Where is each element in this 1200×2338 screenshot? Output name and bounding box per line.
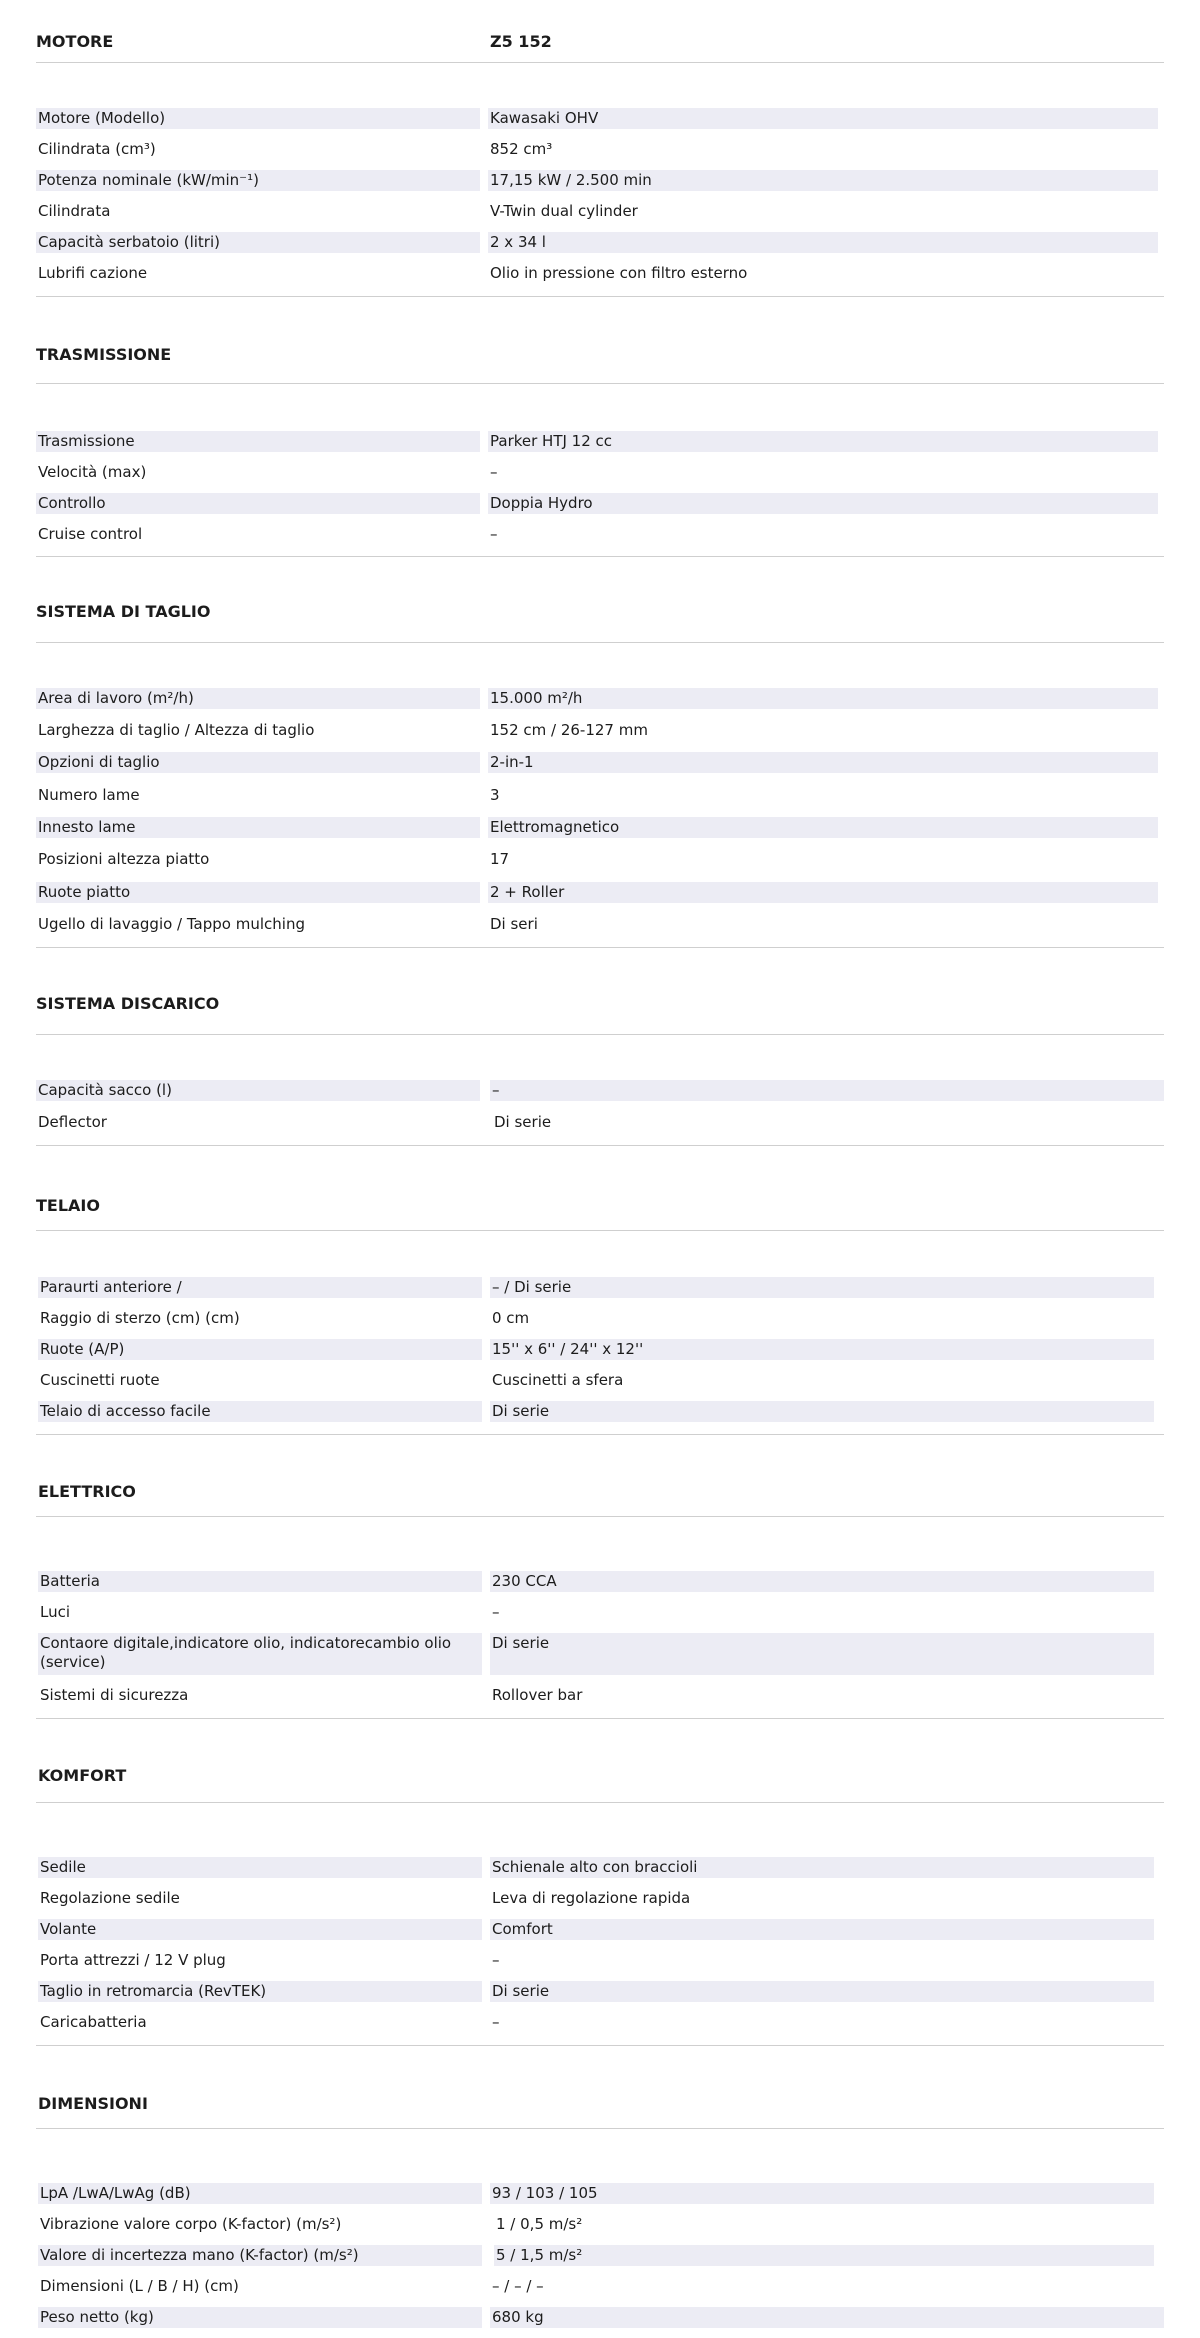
spec-value: –	[490, 1080, 1164, 1101]
spec-value: Di serie	[494, 1113, 552, 1131]
spec-label: Ruote piatto	[36, 882, 480, 903]
spec-label: Sedile	[38, 1857, 482, 1878]
spec-value: Doppia Hydro	[488, 493, 1158, 514]
model-name: Z5 152	[490, 32, 552, 51]
section-title: SISTEMA DI TAGLIO	[36, 602, 211, 621]
spec-label: Sistemi di sicurezza	[40, 1686, 189, 1704]
spec-value: –	[490, 463, 498, 481]
section-title: MOTORE	[36, 32, 114, 51]
spec-label: Valore di incertezza mano (K-factor) (m/s²)	[38, 2245, 482, 2266]
section-title: DIMENSIONI	[38, 2094, 148, 2113]
spec-value: 5 / 1,5 m/s²	[494, 2245, 1154, 2266]
spec-value: Olio in pressione con filtro esterno	[490, 264, 748, 282]
spec-value: –	[490, 525, 498, 543]
section-header-telaio	[36, 1196, 1164, 1231]
spec-label: Caricabatteria	[40, 2013, 147, 2031]
spec-value: Rollover bar	[492, 1686, 583, 1704]
spec-value: Elettromagnetico	[488, 817, 1158, 838]
section-divider	[36, 556, 1164, 557]
spec-value: Cuscinetti a sfera	[492, 1371, 624, 1389]
spec-value: Parker HTJ 12 cc	[488, 431, 1158, 452]
spec-value: 2-in-1	[488, 752, 1158, 773]
section-title: KOMFORT	[38, 1766, 127, 1785]
spec-label: Porta attrezzi / 12 V plug	[40, 1951, 226, 1969]
spec-value: Di serie	[490, 1401, 1154, 1422]
spec-value: 2 + Roller	[488, 882, 1158, 903]
spec-label: Raggio di sterzo (cm) (cm)	[40, 1309, 240, 1327]
section-title: TELAIO	[36, 1196, 100, 1215]
section-divider	[36, 296, 1164, 297]
spec-value: 680 kg	[490, 2307, 1164, 2328]
spec-label: Cilindrata	[38, 202, 111, 220]
spec-value: Comfort	[490, 1919, 1154, 1940]
spec-label: Posizioni altezza piatto	[38, 850, 210, 868]
spec-value: –	[492, 1951, 500, 1969]
spec-label: Area di lavoro (m²/h)	[36, 688, 480, 709]
spec-value: V-Twin dual cylinder	[490, 202, 638, 220]
section-title: ELETTRICO	[38, 1482, 136, 1501]
spec-label: Ugello di lavaggio / Tappo mulching	[38, 915, 305, 933]
spec-label: Capacità serbatoio (litri)	[36, 232, 480, 253]
section-header-sistema-di-taglio	[36, 602, 1164, 643]
section-divider	[36, 1434, 1164, 1435]
spec-label: Taglio in retromarcia (RevTEK)	[38, 1981, 482, 2002]
spec-value: 17	[490, 850, 510, 868]
spec-value: 15'' x 6'' / 24'' x 12''	[490, 1339, 1154, 1360]
spec-value: –	[492, 1603, 500, 1621]
section-header-elettrico	[36, 1482, 1164, 1517]
spec-label: Deflector	[38, 1113, 107, 1131]
spec-label: Regolazione sedile	[40, 1889, 180, 1907]
spec-value: Di seri	[490, 915, 538, 933]
spec-label: Vibrazione valore corpo (K-factor) (m/s²)	[40, 2215, 342, 2233]
spec-label: Lubrifi cazione	[38, 264, 148, 282]
spec-label: Ruote (A/P)	[38, 1339, 482, 1360]
section-header-motore	[36, 32, 1164, 63]
section-title: TRASMISSIONE	[36, 345, 172, 364]
spec-label: Velocità (max)	[38, 463, 147, 481]
spec-label: Larghezza di taglio / Altezza di taglio	[38, 721, 315, 739]
spec-label: Batteria	[38, 1571, 482, 1592]
section-divider	[36, 2045, 1164, 2046]
spec-label: Luci	[40, 1603, 71, 1621]
spec-value: Di serie	[490, 1981, 1154, 2002]
spec-value: Leva di regolazione rapida	[492, 1889, 691, 1907]
spec-label: Innesto lame	[36, 817, 480, 838]
section-divider	[36, 947, 1164, 948]
spec-value: 2 x 34 l	[488, 232, 1158, 253]
spec-label: Cruise control	[38, 525, 143, 543]
spec-label: Trasmissione	[36, 431, 480, 452]
section-title: SISTEMA DISCARICO	[36, 994, 220, 1013]
spec-value: – / – / –	[492, 2277, 544, 2295]
section-header-sistema-discarico	[36, 994, 1164, 1035]
spec-label: Peso netto (kg)	[38, 2307, 482, 2328]
spec-value: 852 cm³	[490, 140, 553, 158]
spec-value: Kawasaki OHV	[488, 108, 1158, 129]
section-divider	[36, 1718, 1164, 1719]
section-header-komfort	[36, 1766, 1164, 1803]
spec-label: Cilindrata (cm³)	[38, 140, 156, 158]
spec-label: LpA /LwA/LwAg (dB)	[38, 2183, 482, 2204]
spec-label: Controllo	[36, 493, 480, 514]
spec-label: Opzioni di taglio	[36, 752, 480, 773]
spec-label: Potenza nominale (kW/min⁻¹)	[36, 170, 480, 191]
spec-label: Motore (Modello)	[36, 108, 480, 129]
spec-value: – / Di serie	[490, 1277, 1154, 1298]
spec-value: 0 cm	[492, 1309, 530, 1327]
spec-label: Volante	[38, 1919, 482, 1940]
spec-label: Paraurti anteriore /	[38, 1277, 482, 1298]
spec-label: Numero lame	[38, 786, 140, 804]
spec-value: 1 / 0,5 m/s²	[496, 2215, 583, 2233]
spec-label: Capacità sacco (l)	[36, 1080, 480, 1101]
spec-label: Contaore digitale,indicatore olio, indicatorecambio olio (service)	[38, 1633, 482, 1675]
spec-value: 93 / 103 / 105	[490, 2183, 1154, 2204]
spec-label: Dimensioni (L / B / H) (cm)	[40, 2277, 239, 2295]
spec-value: 15.000 m²/h	[488, 688, 1158, 709]
spec-value: 3	[490, 786, 500, 804]
spec-value: Di serie	[490, 1633, 1154, 1675]
section-header-trasmissione	[36, 345, 1164, 384]
spec-value: 17,15 kW / 2.500 min	[488, 170, 1158, 191]
section-header-dimensioni	[36, 2094, 1164, 2129]
spec-value: Schienale alto con braccioli	[490, 1857, 1154, 1878]
spec-label: Cuscinetti ruote	[40, 1371, 160, 1389]
spec-value: –	[492, 2013, 500, 2031]
section-divider	[36, 1145, 1164, 1146]
spec-value: 152 cm / 26-127 mm	[490, 721, 648, 739]
spec-label: Telaio di accesso facile	[38, 1401, 482, 1422]
spec-value: 230 CCA	[490, 1571, 1154, 1592]
